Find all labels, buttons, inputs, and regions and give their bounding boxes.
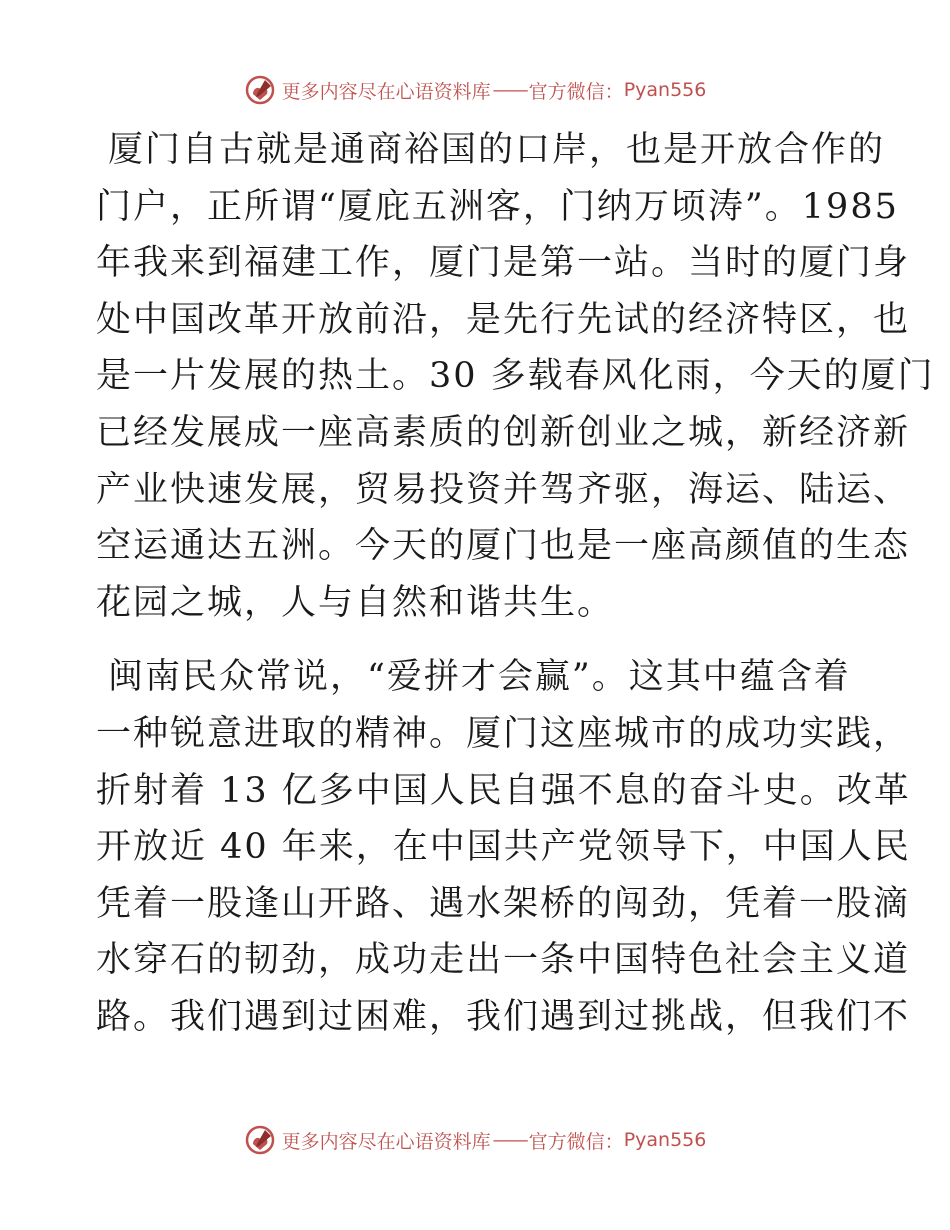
text-line: 厦门自古就是通商裕国的口岸，也是开放合作的 — [108, 130, 886, 170]
watermark-contact-label: 官方微信： — [528, 80, 624, 103]
paragraph-1 — [96, 122, 935, 631]
watermark-wechat-id: Pyan556 — [623, 79, 707, 101]
heart-pen-logo-icon — [244, 74, 276, 106]
text-line: 处中国改革开放前沿，是先行先试的经济特区，也 — [96, 299, 911, 340]
text-line: 一种锐意进取的精神。厦门这座城市的成功实践， — [96, 713, 911, 754]
watermark-separator: —— — [492, 79, 527, 101]
text-line: 已经发展成一座高素质的创新创业之城，新经济新 — [96, 412, 911, 453]
text-line: 折射着 13 亿多中国人民自强不息的奋斗史。改革 — [96, 770, 911, 811]
text-line: 是一片发展的热土。30 多载春风化雨，今天的厦门 — [96, 356, 935, 397]
document-body — [96, 122, 935, 1064]
heart-pen-logo-icon — [244, 1124, 276, 1156]
text-line: 产业快速发展，贸易投资并驾齐驱，海运、陆运、 — [96, 469, 911, 510]
footer-watermark — [0, 1120, 950, 1160]
text-line: 水穿石的韧劲，成功走出一条中国特色社会主义道 — [96, 940, 911, 981]
text-line: 门户，正所谓“厦庇五洲客，门纳万顷涛”。1985 — [96, 186, 899, 227]
watermark-contact-label: 官方微信： — [528, 1130, 624, 1153]
text-line: 闽南民众常说，“爱拼才会赢”。这其中蕴含着 — [108, 657, 851, 698]
watermark-separator: —— — [492, 1129, 527, 1151]
text-line: 凭着一股逢山开路、遇水架桥的闯劲，凭着一股滴 — [96, 883, 911, 924]
text-line: 空运通达五洲。今天的厦门也是一座高颜值的生态 — [96, 526, 911, 567]
paragraph-2 — [96, 649, 911, 1045]
watermark-text: 更多内容尽在心语资料库 — [281, 1130, 491, 1153]
text-line: 开放近 40 年来，在中国共产党领导下，中国人民 — [96, 827, 911, 868]
text-line: 年我来到福建工作，厦门是第一站。当时的厦门身 — [96, 243, 911, 284]
watermark-text: 更多内容尽在心语资料库 — [281, 80, 491, 103]
text-line: 花园之城，人与自然和谐共生。 — [96, 582, 615, 623]
watermark-wechat-id: Pyan556 — [623, 1129, 707, 1151]
text-line: 路。我们遇到过困难，我们遇到过挑战，但我们不 — [96, 996, 911, 1037]
header-watermark — [0, 70, 950, 110]
